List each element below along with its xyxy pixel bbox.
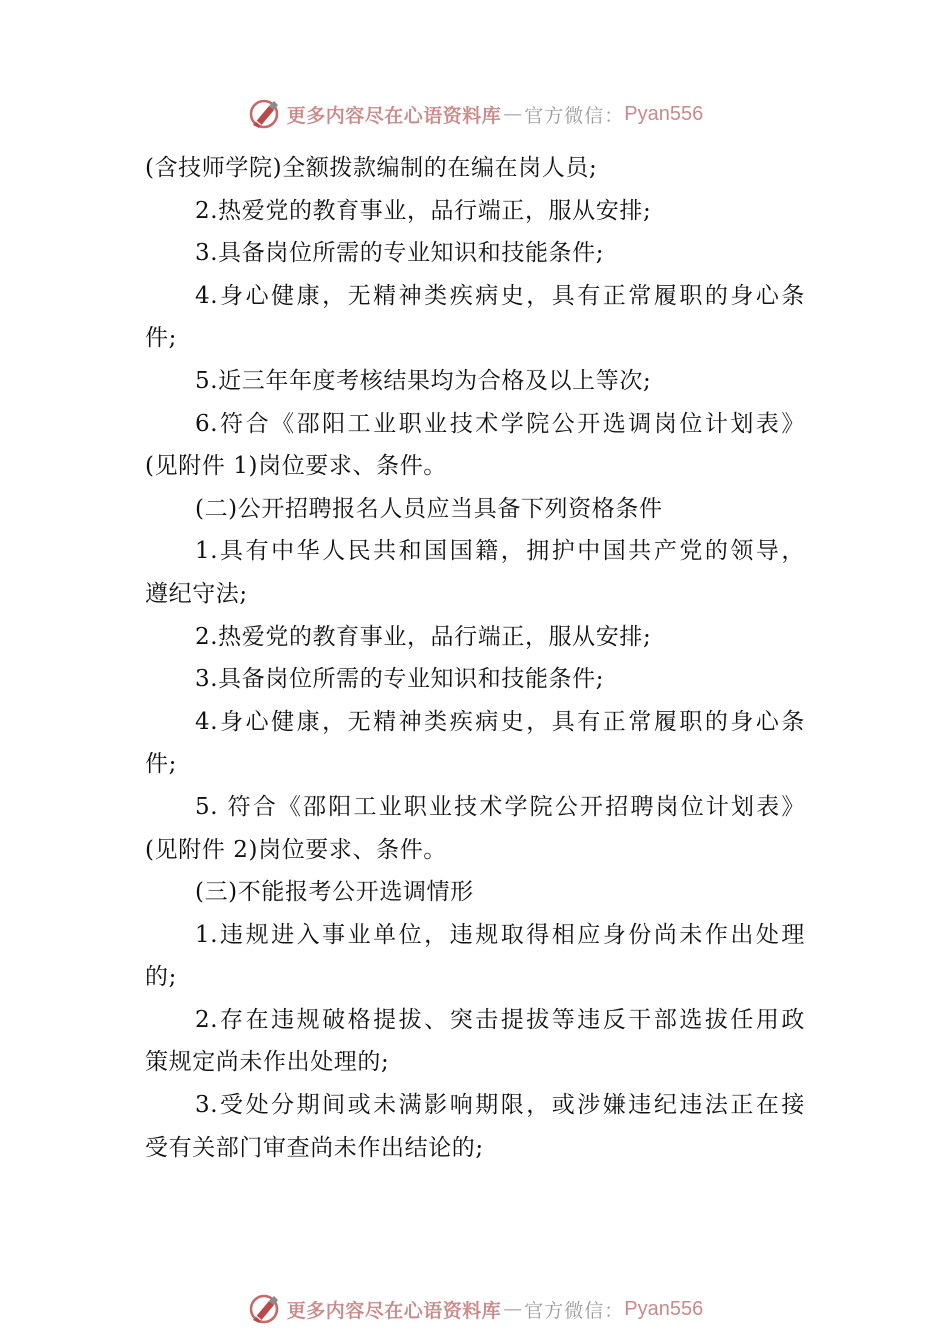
text-line: 1.违规进入事业单位，违规取得相应身份尚未作出处理 [195,921,805,948]
footer-brand-text: 更多内容尽在心语资料库 [286,1299,502,1322]
pen-logo-icon [247,1292,281,1326]
footer-separator: — [503,1298,523,1320]
text-line: (二)公开招聘报名人员应当具备下列资格条件 [195,495,663,522]
text-line: 3.具备岗位所需的专业知识和技能条件; [195,240,605,267]
document-body [145,147,805,1169]
text-line: (含技师学院)全额拨款编制的在编在岗人员; [145,155,598,181]
text-line: 2.存在违规破格提拔、突击提拔等违反干部选拔任用政 [195,1006,805,1033]
text-line: 5. 符合《邵阳工业职业技术学院公开招聘岗位计划表》 [195,793,805,820]
text-line: (见附件 1)岗位要求、条件。 [145,453,447,480]
text-line: 2.热爱党的教育事业，品行端正，服从安排; [195,197,652,224]
text-line: 策规定尚未作出处理的; [145,1049,390,1076]
header-wechat-id: Pyan556 [624,102,704,125]
text-line: 5.近三年年度考核结果均为合格及以上等次; [195,367,652,394]
text-line: 遵纪守法; [145,580,248,607]
text-line: 3.受处分期间或未满影响期限，或涉嫌违纪违法正在接 [195,1092,805,1119]
footer-wechat-id: Pyan556 [624,1297,704,1320]
text-line: 6.符合《邵阳工业职业技术学院公开选调岗位计划表》 [195,410,805,437]
text-line: 4.身心健康，无精神类疾病史，具有正常履职的身心条 [195,282,805,309]
header-brand-text: 更多内容尽在心语资料库 [286,104,502,127]
text-line: 件; [145,751,177,778]
header-separator: — [503,103,523,125]
text-line: 受有关部门审查尚未作出结论的; [145,1134,484,1161]
footer-watermark [0,1289,950,1329]
text-line: 4.身心健康，无精神类疾病史，具有正常履职的身心条 [195,708,805,735]
text-line: 的; [145,964,177,991]
header-label: 官方微信： [524,104,625,127]
footer-label: 官方微信： [524,1299,625,1322]
text-line: 2.热爱党的教育事业，品行端正，服从安排; [195,623,652,650]
text-line: 1.具有中华人民共和国国籍，拥护中国共产党的领导， [195,538,805,565]
text-line: (见附件 2)岗位要求、条件。 [145,836,447,863]
text-line: (三)不能报考公开选调情形 [195,879,474,906]
pen-logo-icon [247,97,281,131]
header-watermark [0,94,950,134]
text-line: 件; [145,325,177,352]
text-line: 3.具备岗位所需的专业知识和技能条件; [195,666,605,693]
